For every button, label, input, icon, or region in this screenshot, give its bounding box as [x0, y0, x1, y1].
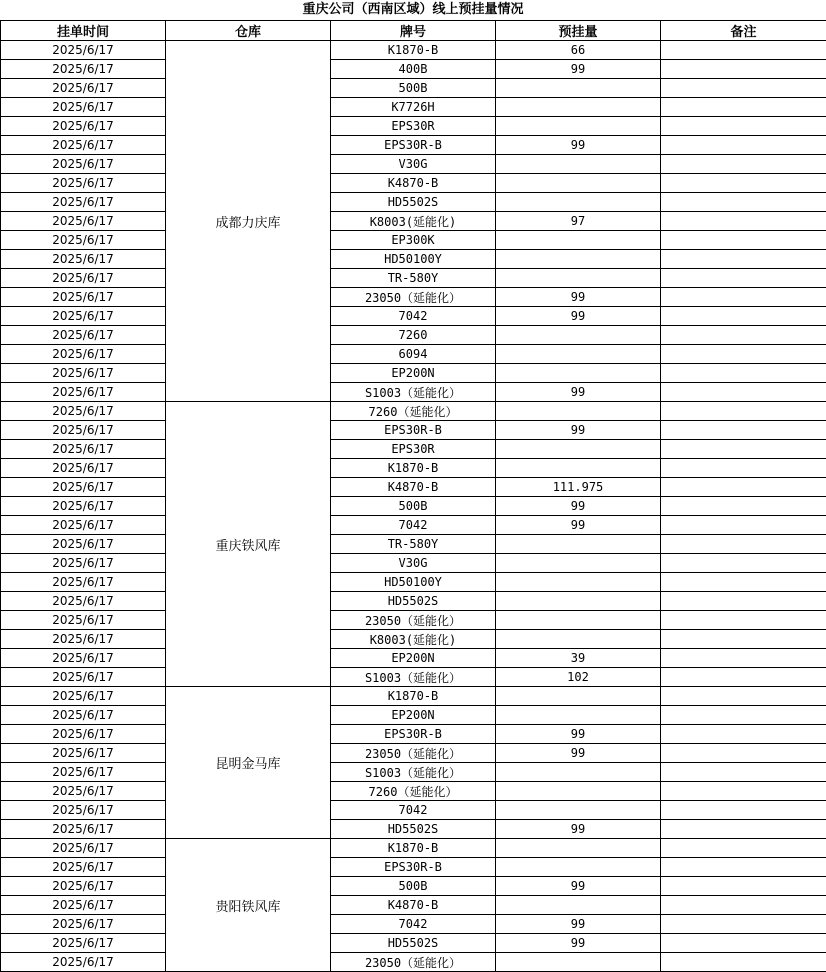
note-cell[interactable]: [661, 174, 826, 193]
date-cell[interactable]: 2025/6/17: [1, 307, 166, 326]
table-row: [1, 744, 826, 763]
note-cell[interactable]: [661, 193, 826, 212]
date-cell[interactable]: 2025/6/17: [1, 896, 166, 915]
grade-cell[interactable]: HD5502S: [331, 934, 496, 953]
quantity-cell[interactable]: 99: [496, 744, 661, 763]
quantity-cell[interactable]: [496, 782, 661, 801]
quantity-cell[interactable]: [496, 174, 661, 193]
warehouse-cell[interactable]: 昆明金马库: [166, 687, 331, 839]
table-row: [1, 858, 826, 877]
date-cell[interactable]: 2025/6/17: [1, 345, 166, 364]
quantity-cell[interactable]: [496, 117, 661, 136]
note-cell[interactable]: [661, 820, 826, 839]
date-cell[interactable]: 2025/6/17: [1, 630, 166, 649]
grade-cell[interactable]: EP200N: [331, 649, 496, 668]
table-row: [1, 535, 826, 554]
table-row: [1, 706, 826, 725]
date-cell[interactable]: 2025/6/17: [1, 554, 166, 573]
table-row: [1, 364, 826, 383]
date-cell[interactable]: 2025/6/17: [1, 383, 166, 402]
date-cell[interactable]: 2025/6/17: [1, 934, 166, 953]
grade-cell[interactable]: EPS30R: [331, 440, 496, 459]
grade-cell[interactable]: HD5502S: [331, 592, 496, 611]
grade-cell[interactable]: 7260（延能化）: [331, 402, 496, 421]
note-cell[interactable]: [661, 117, 826, 136]
date-cell[interactable]: 2025/6/17: [1, 79, 166, 98]
note-cell[interactable]: [661, 307, 826, 326]
header-note[interactable]: 备注: [661, 21, 826, 41]
quantity-cell[interactable]: 99: [496, 288, 661, 307]
date-cell[interactable]: 2025/6/17: [1, 155, 166, 174]
grade-cell[interactable]: K8003(延能化): [331, 212, 496, 231]
note-cell[interactable]: [661, 269, 826, 288]
quantity-cell[interactable]: 99: [496, 820, 661, 839]
note-cell[interactable]: [661, 782, 826, 801]
date-cell[interactable]: 2025/6/17: [1, 953, 166, 972]
date-cell[interactable]: 2025/6/17: [1, 611, 166, 630]
grade-cell[interactable]: 6094: [331, 345, 496, 364]
table-row: [1, 41, 826, 60]
table-row: [1, 630, 826, 649]
grade-cell[interactable]: 500B: [331, 877, 496, 896]
date-cell[interactable]: 2025/6/17: [1, 839, 166, 858]
note-cell[interactable]: [661, 440, 826, 459]
grade-cell[interactable]: TR-580Y: [331, 535, 496, 554]
table-row: [1, 478, 826, 497]
quantity-cell[interactable]: [496, 155, 661, 174]
note-cell[interactable]: [661, 212, 826, 231]
date-cell[interactable]: 2025/6/17: [1, 136, 166, 155]
grade-cell[interactable]: 400B: [331, 60, 496, 79]
grade-cell[interactable]: 500B: [331, 79, 496, 98]
table-row: [1, 440, 826, 459]
quantity-cell[interactable]: [496, 953, 661, 972]
quantity-cell[interactable]: [496, 706, 661, 725]
grade-cell[interactable]: HD5502S: [331, 820, 496, 839]
quantity-cell[interactable]: 111.975: [496, 478, 661, 497]
grade-cell[interactable]: 7042: [331, 801, 496, 820]
quantity-cell[interactable]: [496, 554, 661, 573]
table-row: [1, 136, 826, 155]
date-cell[interactable]: 2025/6/17: [1, 60, 166, 79]
date-cell[interactable]: 2025/6/17: [1, 573, 166, 592]
date-cell[interactable]: 2025/6/17: [1, 535, 166, 554]
quantity-cell[interactable]: [496, 535, 661, 554]
date-cell[interactable]: 2025/6/17: [1, 706, 166, 725]
note-cell[interactable]: [661, 136, 826, 155]
note-cell[interactable]: [661, 345, 826, 364]
quantity-cell[interactable]: 99: [496, 307, 661, 326]
table-row: [1, 60, 826, 79]
table-row: [1, 668, 826, 687]
note-cell[interactable]: [661, 725, 826, 744]
grade-cell[interactable]: EPS30R-B: [331, 136, 496, 155]
note-cell[interactable]: [661, 763, 826, 782]
warehouse-cell[interactable]: 成都力庆库: [166, 41, 331, 402]
quantity-cell[interactable]: [496, 402, 661, 421]
date-cell[interactable]: 2025/6/17: [1, 915, 166, 934]
grade-cell[interactable]: K1870-B: [331, 687, 496, 706]
quantity-cell[interactable]: [496, 459, 661, 478]
date-cell[interactable]: 2025/6/17: [1, 649, 166, 668]
date-cell[interactable]: 2025/6/17: [1, 858, 166, 877]
quantity-cell[interactable]: 66: [496, 41, 661, 60]
quantity-cell[interactable]: 99: [496, 516, 661, 535]
date-cell[interactable]: 2025/6/17: [1, 402, 166, 421]
note-cell[interactable]: [661, 516, 826, 535]
warehouse-cell[interactable]: 重庆铁风库: [166, 402, 331, 687]
header-warehouse[interactable]: 仓库: [166, 21, 331, 41]
note-cell[interactable]: [661, 934, 826, 953]
grade-cell[interactable]: 23050（延能化）: [331, 744, 496, 763]
note-cell[interactable]: [661, 98, 826, 117]
table-row: [1, 839, 826, 858]
quantity-cell[interactable]: [496, 763, 661, 782]
grade-cell[interactable]: K7726H: [331, 98, 496, 117]
quantity-cell[interactable]: 99: [496, 136, 661, 155]
grade-cell[interactable]: S1003（延能化）: [331, 668, 496, 687]
note-cell[interactable]: [661, 915, 826, 934]
date-cell[interactable]: 2025/6/17: [1, 877, 166, 896]
header-grade[interactable]: 牌号: [331, 21, 496, 41]
grade-cell[interactable]: 7260（延能化）: [331, 782, 496, 801]
table-row: [1, 459, 826, 478]
table-row: [1, 934, 826, 953]
quantity-cell[interactable]: [496, 326, 661, 345]
note-cell[interactable]: [661, 326, 826, 345]
date-cell[interactable]: 2025/6/17: [1, 41, 166, 60]
note-cell[interactable]: [661, 706, 826, 725]
grade-cell[interactable]: EP200N: [331, 364, 496, 383]
table-row: [1, 953, 826, 972]
note-cell[interactable]: [661, 231, 826, 250]
table-row: [1, 326, 826, 345]
note-cell[interactable]: [661, 592, 826, 611]
note-cell[interactable]: [661, 155, 826, 174]
table-row: [1, 79, 826, 98]
date-cell[interactable]: 2025/6/17: [1, 212, 166, 231]
quantity-cell[interactable]: 99: [496, 877, 661, 896]
quantity-cell[interactable]: [496, 896, 661, 915]
note-cell[interactable]: [661, 687, 826, 706]
date-cell[interactable]: 2025/6/17: [1, 592, 166, 611]
grade-cell[interactable]: K8003(延能化): [331, 630, 496, 649]
note-cell[interactable]: [661, 288, 826, 307]
grade-cell[interactable]: TR-580Y: [331, 269, 496, 288]
note-cell[interactable]: [661, 877, 826, 896]
note-cell[interactable]: [661, 79, 826, 98]
note-cell[interactable]: [661, 649, 826, 668]
note-cell[interactable]: [661, 383, 826, 402]
note-cell[interactable]: [661, 896, 826, 915]
table-row: [1, 649, 826, 668]
date-cell[interactable]: 2025/6/17: [1, 763, 166, 782]
table-row: [1, 231, 826, 250]
quantity-cell[interactable]: [496, 440, 661, 459]
sheet-title: 重庆公司（西南区域）线上预挂量情况: [0, 0, 826, 20]
date-cell[interactable]: 2025/6/17: [1, 174, 166, 193]
quantity-cell[interactable]: [496, 193, 661, 212]
note-cell[interactable]: [661, 839, 826, 858]
quantity-cell[interactable]: [496, 839, 661, 858]
quantity-cell[interactable]: [496, 858, 661, 877]
grade-cell[interactable]: 7042: [331, 516, 496, 535]
grade-cell[interactable]: EP200N: [331, 706, 496, 725]
grade-cell[interactable]: 7042: [331, 915, 496, 934]
date-cell[interactable]: 2025/6/17: [1, 250, 166, 269]
table-row: [1, 611, 826, 630]
quantity-cell[interactable]: 99: [496, 383, 661, 402]
table-row: [1, 687, 826, 706]
grade-cell[interactable]: K4870-B: [331, 478, 496, 497]
header-date[interactable]: 挂单时间: [1, 21, 166, 41]
grade-cell[interactable]: 500B: [331, 497, 496, 516]
quantity-cell[interactable]: 99: [496, 725, 661, 744]
quantity-cell[interactable]: 99: [496, 60, 661, 79]
date-cell[interactable]: 2025/6/17: [1, 364, 166, 383]
date-cell[interactable]: 2025/6/17: [1, 725, 166, 744]
date-cell[interactable]: 2025/6/17: [1, 459, 166, 478]
table-row: [1, 782, 826, 801]
note-cell[interactable]: [661, 459, 826, 478]
grade-cell[interactable]: EPS30R-B: [331, 421, 496, 440]
date-cell[interactable]: 2025/6/17: [1, 193, 166, 212]
header-row: [1, 21, 826, 41]
quantity-cell[interactable]: 99: [496, 497, 661, 516]
table-row: [1, 421, 826, 440]
date-cell[interactable]: 2025/6/17: [1, 687, 166, 706]
warehouse-cell[interactable]: 贵阳铁风库: [166, 839, 331, 972]
table-row: [1, 269, 826, 288]
table-row: [1, 516, 826, 535]
date-cell[interactable]: 2025/6/17: [1, 516, 166, 535]
data-table: [0, 20, 826, 972]
quantity-cell[interactable]: [496, 98, 661, 117]
grade-cell[interactable]: EP300K: [331, 231, 496, 250]
note-cell[interactable]: [661, 611, 826, 630]
table-row: [1, 98, 826, 117]
grade-cell[interactable]: K1870-B: [331, 41, 496, 60]
grade-cell[interactable]: 7042: [331, 307, 496, 326]
table-row: [1, 155, 826, 174]
note-cell[interactable]: [661, 41, 826, 60]
table-row: [1, 288, 826, 307]
date-cell[interactable]: 2025/6/17: [1, 497, 166, 516]
date-cell[interactable]: 2025/6/17: [1, 421, 166, 440]
quantity-cell[interactable]: 97: [496, 212, 661, 231]
grade-cell[interactable]: V30G: [331, 155, 496, 174]
quantity-cell[interactable]: [496, 573, 661, 592]
grade-cell[interactable]: S1003（延能化）: [331, 383, 496, 402]
note-cell[interactable]: [661, 497, 826, 516]
quantity-cell[interactable]: 99: [496, 421, 661, 440]
date-cell[interactable]: 2025/6/17: [1, 801, 166, 820]
grade-cell[interactable]: K1870-B: [331, 839, 496, 858]
grade-cell[interactable]: EPS30R: [331, 117, 496, 136]
table-row: [1, 174, 826, 193]
note-cell[interactable]: [661, 630, 826, 649]
grade-cell[interactable]: K1870-B: [331, 459, 496, 478]
table-row: [1, 725, 826, 744]
date-cell[interactable]: 2025/6/17: [1, 117, 166, 136]
grade-cell[interactable]: EPS30R-B: [331, 858, 496, 877]
note-cell[interactable]: [661, 668, 826, 687]
quantity-cell[interactable]: [496, 630, 661, 649]
date-cell[interactable]: 2025/6/17: [1, 744, 166, 763]
table-row: [1, 820, 826, 839]
quantity-cell[interactable]: [496, 79, 661, 98]
quantity-cell[interactable]: 102: [496, 668, 661, 687]
note-cell[interactable]: [661, 801, 826, 820]
table-row: [1, 193, 826, 212]
grade-cell[interactable]: 23050（延能化）: [331, 611, 496, 630]
note-cell[interactable]: [661, 60, 826, 79]
quantity-cell[interactable]: 99: [496, 915, 661, 934]
grade-cell[interactable]: S1003（延能化）: [331, 763, 496, 782]
quantity-cell[interactable]: [496, 250, 661, 269]
date-cell[interactable]: 2025/6/17: [1, 231, 166, 250]
table-row: [1, 573, 826, 592]
date-cell[interactable]: 2025/6/17: [1, 668, 166, 687]
grade-cell[interactable]: K4870-B: [331, 174, 496, 193]
note-cell[interactable]: [661, 554, 826, 573]
table-row: [1, 212, 826, 231]
table-row: [1, 763, 826, 782]
quantity-cell[interactable]: 39: [496, 649, 661, 668]
table-row: [1, 117, 826, 136]
quantity-cell[interactable]: [496, 364, 661, 383]
grade-cell[interactable]: HD50100Y: [331, 250, 496, 269]
date-cell[interactable]: 2025/6/17: [1, 98, 166, 117]
grade-cell[interactable]: 23050（延能化）: [331, 953, 496, 972]
grade-cell[interactable]: V30G: [331, 554, 496, 573]
note-cell[interactable]: [661, 421, 826, 440]
note-cell[interactable]: [661, 402, 826, 421]
note-cell[interactable]: [661, 535, 826, 554]
grade-cell[interactable]: 23050（延能化）: [331, 288, 496, 307]
date-cell[interactable]: 2025/6/17: [1, 269, 166, 288]
date-cell[interactable]: 2025/6/17: [1, 288, 166, 307]
grade-cell[interactable]: EPS30R-B: [331, 725, 496, 744]
quantity-cell[interactable]: 99: [496, 934, 661, 953]
note-cell[interactable]: [661, 478, 826, 497]
table-row: [1, 497, 826, 516]
table-row: [1, 896, 826, 915]
date-cell[interactable]: 2025/6/17: [1, 820, 166, 839]
note-cell[interactable]: [661, 364, 826, 383]
table-row: [1, 345, 826, 364]
table-row: [1, 307, 826, 326]
date-cell[interactable]: 2025/6/17: [1, 440, 166, 459]
quantity-cell[interactable]: [496, 269, 661, 288]
grade-cell[interactable]: 7260: [331, 326, 496, 345]
quantity-cell[interactable]: [496, 592, 661, 611]
table-row: [1, 383, 826, 402]
grade-cell[interactable]: K4870-B: [331, 896, 496, 915]
table-row: [1, 250, 826, 269]
table-row: [1, 915, 826, 934]
date-cell[interactable]: 2025/6/17: [1, 478, 166, 497]
note-cell[interactable]: [661, 858, 826, 877]
quantity-cell[interactable]: [496, 231, 661, 250]
grade-cell[interactable]: HD5502S: [331, 193, 496, 212]
header-quantity[interactable]: 预挂量: [496, 21, 661, 41]
note-cell[interactable]: [661, 953, 826, 972]
quantity-cell[interactable]: [496, 345, 661, 364]
table-row: [1, 554, 826, 573]
date-cell[interactable]: 2025/6/17: [1, 782, 166, 801]
table-row: [1, 592, 826, 611]
table-row: [1, 801, 826, 820]
table-row: [1, 402, 826, 421]
quantity-cell[interactable]: [496, 687, 661, 706]
quantity-cell[interactable]: [496, 801, 661, 820]
table-row: [1, 877, 826, 896]
quantity-cell[interactable]: [496, 611, 661, 630]
note-cell[interactable]: [661, 250, 826, 269]
date-cell[interactable]: 2025/6/17: [1, 326, 166, 345]
note-cell[interactable]: [661, 744, 826, 763]
note-cell[interactable]: [661, 573, 826, 592]
grade-cell[interactable]: HD50100Y: [331, 573, 496, 592]
